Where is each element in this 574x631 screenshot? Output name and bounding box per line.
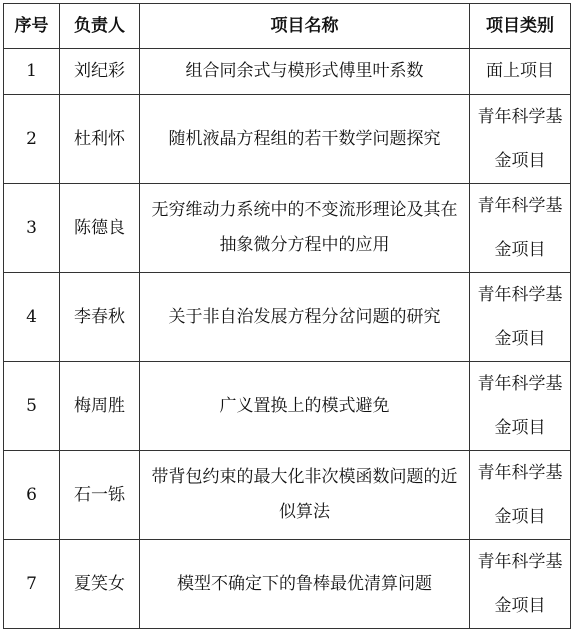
cell-owner: 石一铄 [60,451,140,540]
cell-title: 无穷维动力系统中的不变流形理论及其在抽象微分方程中的应用 [140,184,470,273]
cell-type: 青年科学基金项目 [470,273,571,362]
table-row [4,362,571,451]
cell-no: 4 [4,273,60,362]
cell-title: 关于非自治发展方程分岔问题的研究 [140,273,470,362]
cell-no: 7 [4,540,60,629]
cell-type: 青年科学基金项目 [470,540,571,629]
cell-no: 1 [4,49,60,95]
cell-type: 青年科学基金项目 [470,362,571,451]
cell-type: 青年科学基金项目 [470,451,571,540]
cell-type: 青年科学基金项目 [470,184,571,273]
table-row [4,273,571,362]
cell-owner: 李春秋 [60,273,140,362]
cell-title: 随机液晶方程组的若干数学问题探究 [140,95,470,184]
cell-owner: 刘纪彩 [60,49,140,95]
header-title: 项目名称 [140,4,470,49]
cell-owner: 陈德良 [60,184,140,273]
cell-title: 带背包约束的最大化非次模函数问题的近似算法 [140,451,470,540]
table-row [4,451,571,540]
cell-no: 6 [4,451,60,540]
cell-title: 组合同余式与模形式傅里叶系数 [140,49,470,95]
table-header-row [4,4,571,49]
cell-type: 青年科学基金项目 [470,95,571,184]
cell-title: 模型不确定下的鲁棒最优清算问题 [140,540,470,629]
header-owner: 负责人 [60,4,140,49]
cell-owner: 梅周胜 [60,362,140,451]
table-row [4,95,571,184]
projects-table [3,3,571,629]
cell-title: 广义置换上的模式避免 [140,362,470,451]
cell-no: 2 [4,95,60,184]
table-row [4,49,571,95]
table-row [4,540,571,629]
header-no: 序号 [4,4,60,49]
cell-no: 3 [4,184,60,273]
cell-type: 面上项目 [470,49,571,95]
cell-no: 5 [4,362,60,451]
cell-owner: 夏笑女 [60,540,140,629]
header-type: 项目类别 [470,4,571,49]
cell-owner: 杜利怀 [60,95,140,184]
table-row [4,184,571,273]
